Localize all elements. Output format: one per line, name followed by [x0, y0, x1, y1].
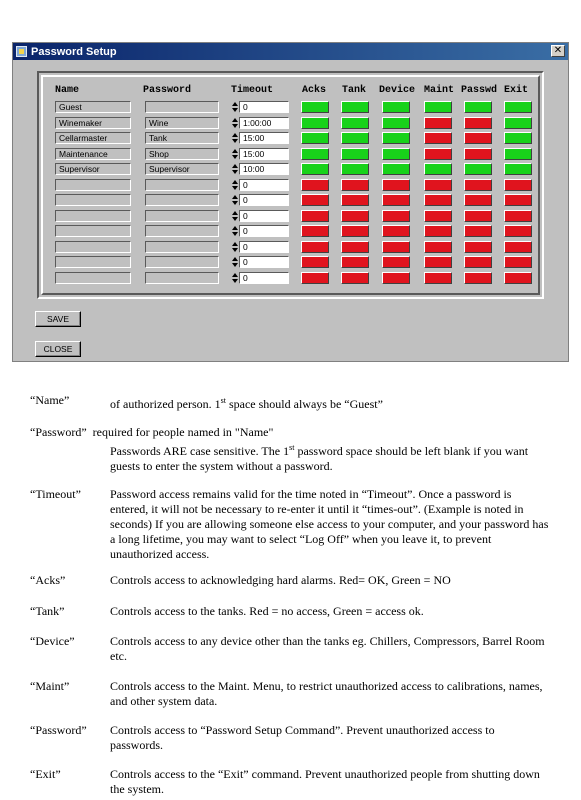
- perm-maint-toggle[interactable]: [424, 272, 452, 284]
- perm-maint-toggle[interactable]: [424, 225, 452, 237]
- timeout-field[interactable]: 0: [239, 101, 289, 113]
- timeout-field[interactable]: 0: [239, 272, 289, 284]
- password-field[interactable]: Tank: [145, 132, 219, 144]
- perm-tank-toggle[interactable]: [341, 241, 369, 253]
- header-device: Device: [379, 85, 416, 96]
- term-device: “Device”: [30, 634, 75, 648]
- perm-exit-toggle[interactable]: [504, 194, 532, 206]
- perm-passwd-toggle[interactable]: [464, 272, 492, 284]
- timeout-field[interactable]: 15:00: [239, 148, 289, 160]
- timeout-spinner-icon[interactable]: [232, 101, 238, 113]
- perm-tank-toggle[interactable]: [341, 194, 369, 206]
- perm-passwd-toggle[interactable]: [464, 241, 492, 253]
- timeout-field[interactable]: 1:00:00: [239, 117, 289, 129]
- desc-tank: Controls access to the tanks. Red = no access, Green = access ok.: [110, 604, 424, 618]
- name-field[interactable]: Supervisor: [55, 163, 131, 175]
- perm-device-toggle[interactable]: [382, 210, 410, 222]
- perm-exit-toggle[interactable]: [504, 256, 532, 268]
- timeout-field[interactable]: 0: [239, 194, 289, 206]
- password-field[interactable]: [145, 272, 219, 284]
- perm-exit-toggle[interactable]: [504, 101, 532, 113]
- perm-acks-toggle[interactable]: [301, 163, 329, 175]
- perm-exit-toggle[interactable]: [504, 210, 532, 222]
- timeout-spinner-icon[interactable]: [232, 148, 238, 160]
- perm-maint-toggle[interactable]: [424, 117, 452, 129]
- name-field[interactable]: Guest: [55, 101, 131, 113]
- password-field[interactable]: [145, 241, 219, 253]
- timeout-field[interactable]: 0: [239, 225, 289, 237]
- name-field[interactable]: Maintenance: [55, 148, 131, 160]
- perm-device-toggle[interactable]: [382, 101, 410, 113]
- desc-exit: Controls access to the “Exit” command. Prevent unauthorized people from shutting down the system.: [110, 767, 540, 796]
- name-field[interactable]: [55, 225, 131, 237]
- perm-device-toggle[interactable]: [382, 163, 410, 175]
- timeout-spinner-icon[interactable]: [232, 210, 238, 222]
- name-field[interactable]: [55, 210, 131, 222]
- header-timeout: Timeout: [231, 85, 274, 96]
- term-password: “Password” required for people named in "Name": [30, 425, 274, 439]
- perm-acks-toggle[interactable]: [301, 117, 329, 129]
- perm-maint-toggle[interactable]: [424, 163, 452, 175]
- password-field[interactable]: [145, 179, 219, 191]
- perm-acks-toggle[interactable]: [301, 272, 329, 284]
- password-setup-window: [12, 42, 569, 362]
- perm-acks-toggle[interactable]: [301, 101, 329, 113]
- password-field[interactable]: [145, 225, 219, 237]
- perm-acks-toggle[interactable]: [301, 194, 329, 206]
- perm-tank-toggle[interactable]: [341, 148, 369, 160]
- name-field[interactable]: Winemaker: [55, 117, 131, 129]
- permissions-panel: [37, 71, 544, 299]
- perm-maint-toggle[interactable]: [424, 179, 452, 191]
- password-field[interactable]: Supervisor: [145, 163, 219, 175]
- perm-device-toggle[interactable]: [382, 179, 410, 191]
- header-name: Name: [55, 85, 80, 96]
- timeout-field[interactable]: 10:00: [239, 163, 289, 175]
- term-passwd: “Password”: [30, 723, 87, 737]
- desc-timeout: Password access remains valid for the time noted in “Timeout”. Once a password is entered, it will not be necessary to re-enter it until it “times-out”. (Example is noted in seconds) If you are allowing someone else access to your computer, and your password has a long lifetime, you may want to select “Log Off” when you leave it, to prevent unauthorized access.: [110, 487, 549, 561]
- term-maint: “Maint”: [30, 679, 70, 693]
- term-exit: “Exit”: [30, 767, 61, 781]
- password-field[interactable]: Wine: [145, 117, 219, 129]
- timeout-field[interactable]: 15:00: [239, 132, 289, 144]
- password-field[interactable]: [145, 194, 219, 206]
- name-field[interactable]: [55, 179, 131, 191]
- perm-passwd-toggle[interactable]: [464, 148, 492, 160]
- timeout-spinner-icon[interactable]: [232, 179, 238, 191]
- perm-tank-toggle[interactable]: [341, 101, 369, 113]
- perm-device-toggle[interactable]: [382, 117, 410, 129]
- save-button[interactable]: SAVE: [35, 311, 81, 327]
- close-button[interactable]: CLOSE: [35, 341, 81, 357]
- perm-tank-toggle[interactable]: [341, 210, 369, 222]
- perm-acks-toggle[interactable]: [301, 179, 329, 191]
- header-maint: Maint: [424, 85, 455, 96]
- timeout-field[interactable]: 0: [239, 256, 289, 268]
- password-field[interactable]: [145, 101, 219, 113]
- term-timeout: “Timeout”: [30, 487, 81, 501]
- perm-passwd-toggle[interactable]: [464, 179, 492, 191]
- password-field[interactable]: [145, 210, 219, 222]
- desc-name: of authorized person. 1st space should always be “Guest”: [110, 396, 383, 411]
- header-acks: Acks: [302, 85, 327, 96]
- header-tank: Tank: [342, 85, 367, 96]
- perm-passwd-toggle[interactable]: [464, 256, 492, 268]
- perm-exit-toggle[interactable]: [504, 148, 532, 160]
- perm-passwd-toggle[interactable]: [464, 101, 492, 113]
- perm-exit-toggle[interactable]: [504, 241, 532, 253]
- perm-device-toggle[interactable]: [382, 132, 410, 144]
- perm-passwd-toggle[interactable]: [464, 163, 492, 175]
- perm-tank-toggle[interactable]: [341, 117, 369, 129]
- perm-acks-toggle[interactable]: [301, 225, 329, 237]
- timeout-spinner-icon[interactable]: [232, 225, 238, 237]
- desc-device: Controls access to any device other than the tanks eg. Chillers, Compressors, Barrel Room etc.: [110, 634, 545, 663]
- perm-device-toggle[interactable]: [382, 272, 410, 284]
- timeout-field[interactable]: 0: [239, 179, 289, 191]
- name-field[interactable]: Cellarmaster: [55, 132, 131, 144]
- perm-maint-toggle[interactable]: [424, 194, 452, 206]
- perm-tank-toggle[interactable]: [341, 179, 369, 191]
- perm-passwd-toggle[interactable]: [464, 210, 492, 222]
- desc-acks: Controls access to acknowledging hard alarms. Red= OK, Green = NO: [110, 573, 451, 587]
- window-close-button[interactable]: ✕: [551, 45, 565, 57]
- name-field[interactable]: [55, 272, 131, 284]
- perm-maint-toggle[interactable]: [424, 148, 452, 160]
- perm-tank-toggle[interactable]: [341, 256, 369, 268]
- perm-acks-toggle[interactable]: [301, 256, 329, 268]
- timeout-spinner-icon[interactable]: [232, 256, 238, 268]
- perm-exit-toggle[interactable]: [504, 225, 532, 237]
- timeout-spinner-icon[interactable]: [232, 272, 238, 284]
- password-field[interactable]: [145, 256, 219, 268]
- perm-device-toggle[interactable]: [382, 194, 410, 206]
- timeout-spinner-icon[interactable]: [232, 117, 238, 129]
- perm-passwd-toggle[interactable]: [464, 132, 492, 144]
- perm-passwd-toggle[interactable]: [464, 225, 492, 237]
- timeout-spinner-icon[interactable]: [232, 132, 238, 144]
- term-name: “Name”: [30, 393, 70, 407]
- perm-maint-toggle[interactable]: [424, 241, 452, 253]
- perm-passwd-toggle[interactable]: [464, 194, 492, 206]
- desc-maint: Controls access to the Maint. Menu, to restrict unauthorized access to calibrations, names, and other system data.: [110, 679, 543, 708]
- password-field[interactable]: Shop: [145, 148, 219, 160]
- perm-exit-toggle[interactable]: [504, 179, 532, 191]
- perm-exit-toggle[interactable]: [504, 272, 532, 284]
- timeout-spinner-icon[interactable]: [232, 241, 238, 253]
- timeout-spinner-icon[interactable]: [232, 194, 238, 206]
- perm-acks-toggle[interactable]: [301, 210, 329, 222]
- perm-maint-toggle[interactable]: [424, 101, 452, 113]
- perm-acks-toggle[interactable]: [301, 148, 329, 160]
- window-title: Password Setup: [31, 45, 117, 58]
- timeout-field[interactable]: 0: [239, 241, 289, 253]
- perm-maint-toggle[interactable]: [424, 210, 452, 222]
- term-tank: “Tank”: [30, 604, 65, 618]
- header-password: Password: [143, 85, 192, 96]
- perm-maint-toggle[interactable]: [424, 256, 452, 268]
- title-bar[interactable]: [13, 43, 568, 60]
- name-field[interactable]: [55, 241, 131, 253]
- desc-passwd: Controls access to “Password Setup Command”. Prevent unauthorized access to passwords.: [110, 723, 495, 752]
- desc-password: Passwords ARE case sensitive. The 1st password space should be left blank if you want guests to enter the system without a password.: [110, 443, 529, 473]
- perm-device-toggle[interactable]: [382, 148, 410, 160]
- perm-device-toggle[interactable]: [382, 241, 410, 253]
- timeout-spinner-icon[interactable]: [232, 163, 238, 175]
- perm-maint-toggle[interactable]: [424, 132, 452, 144]
- name-field[interactable]: [55, 194, 131, 206]
- perm-exit-toggle[interactable]: [504, 132, 532, 144]
- perm-tank-toggle[interactable]: [341, 163, 369, 175]
- perm-device-toggle[interactable]: [382, 225, 410, 237]
- perm-exit-toggle[interactable]: [504, 163, 532, 175]
- header-exit: Exit: [504, 85, 529, 96]
- perm-tank-toggle[interactable]: [341, 272, 369, 284]
- header-passwd: Passwd: [461, 85, 498, 96]
- perm-acks-toggle[interactable]: [301, 241, 329, 253]
- term-acks: “Acks”: [30, 573, 66, 587]
- perm-tank-toggle[interactable]: [341, 225, 369, 237]
- perm-acks-toggle[interactable]: [301, 132, 329, 144]
- name-field[interactable]: [55, 256, 131, 268]
- timeout-field[interactable]: 0: [239, 210, 289, 222]
- perm-tank-toggle[interactable]: [341, 132, 369, 144]
- perm-device-toggle[interactable]: [382, 256, 410, 268]
- perm-exit-toggle[interactable]: [504, 117, 532, 129]
- perm-passwd-toggle[interactable]: [464, 117, 492, 129]
- app-icon: [16, 46, 27, 57]
